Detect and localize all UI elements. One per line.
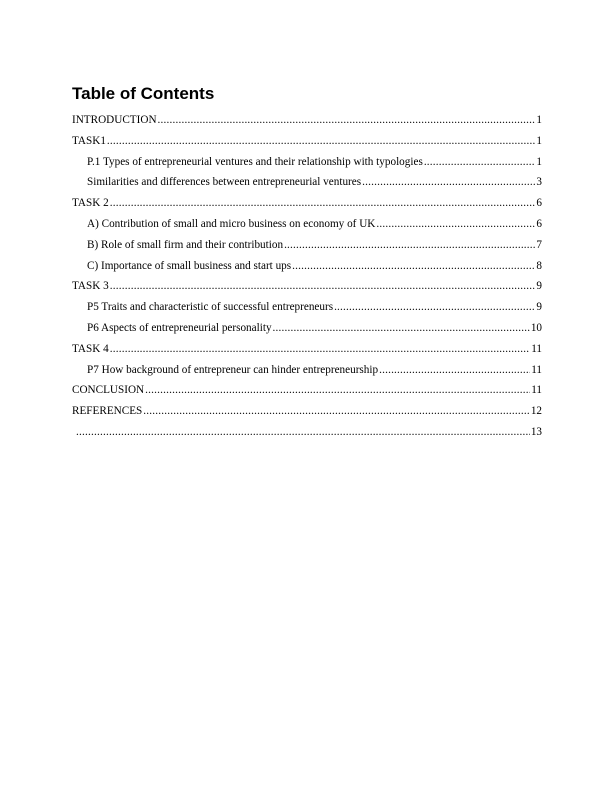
dot-leader — [158, 114, 536, 126]
toc-entry-role-small-firm[interactable] — [72, 239, 542, 260]
dot-leader — [362, 176, 535, 188]
toc-entry-text: TASK 3 — [72, 280, 109, 293]
toc-entry-p5-traits[interactable] — [72, 301, 542, 322]
dot-leader — [145, 384, 530, 396]
toc-entry-page: 8 — [536, 259, 542, 272]
toc-entry-page: 12 — [530, 405, 542, 418]
toc-entry-page: 1 — [536, 114, 542, 126]
toc-entry-text: REFERENCES — [72, 405, 143, 418]
toc-entry-task3[interactable] — [72, 280, 542, 301]
dot-leader — [110, 280, 536, 292]
toc-list — [72, 114, 542, 447]
toc-entry-p1-types[interactable] — [72, 156, 542, 177]
dot-leader — [424, 156, 536, 168]
dot-leader — [110, 197, 536, 209]
toc-entry-text: B) Role of small firm and their contribution — [87, 238, 284, 251]
toc-entry-page: 7 — [536, 238, 542, 251]
toc-entry-text: C) Importance of small business and start ups — [87, 259, 292, 272]
toc-entry-introduction[interactable] — [72, 114, 542, 135]
toc-entry-text: P.1 Types of entrepreneurial ventures and their relationship with typologies — [87, 155, 423, 168]
toc-entry-text: A) Contribution of small and micro business on economy of UK — [87, 217, 376, 230]
dot-leader — [379, 364, 530, 376]
dot-leader — [376, 218, 535, 230]
toc-entry-text: INTRODUCTION — [72, 114, 157, 126]
toc-entry-text: TASK 2 — [72, 197, 109, 210]
dot-leader — [110, 343, 531, 355]
toc-entry-text: TASK1 — [72, 134, 106, 147]
toc-title: Table of Contents — [72, 84, 215, 103]
toc-entry-page: 11 — [531, 363, 542, 376]
toc-entry-text: P7 How background of entrepreneur can hinder entrepreneurship — [87, 363, 379, 376]
toc-entry-contribution[interactable] — [72, 218, 542, 239]
toc-entry-text: Similarities and differences between entrepreneurial ventures — [87, 176, 362, 189]
dot-leader — [273, 322, 530, 334]
toc-entry-page: 11 — [531, 384, 542, 397]
toc-entry-page: 1 — [536, 155, 542, 168]
toc-entry-page: 11 — [531, 342, 542, 355]
dot-leader — [334, 301, 535, 313]
toc-entry-importance[interactable] — [72, 260, 542, 281]
toc-entry-page: 6 — [536, 197, 542, 210]
toc-entry-page: 1 — [536, 134, 542, 147]
dot-leader — [143, 405, 530, 417]
toc-entry-text: TASK 4 — [72, 342, 109, 355]
dot-leader — [76, 426, 530, 438]
toc-entry-page: 10 — [530, 321, 542, 334]
dot-leader — [292, 260, 535, 272]
dot-leader — [107, 135, 535, 147]
toc-entry-page: 6 — [536, 217, 542, 230]
toc-entry-p7-background[interactable] — [72, 364, 542, 385]
dot-leader — [284, 239, 535, 251]
toc-entry-untitled[interactable] — [72, 426, 542, 447]
toc-entry-similarities[interactable] — [72, 176, 542, 197]
toc-entry-task2[interactable] — [72, 197, 542, 218]
toc-entry-page: 9 — [536, 301, 542, 314]
toc-entry-task4[interactable] — [72, 343, 542, 364]
toc-entry-page: 9 — [536, 280, 542, 293]
toc-entry-references[interactable] — [72, 405, 542, 426]
toc-entry-text: P5 Traits and characteristic of successful entrepreneurs — [87, 301, 334, 314]
toc-entry-text: CONCLUSION — [72, 384, 145, 397]
toc-entry-p6-aspects[interactable] — [72, 322, 542, 343]
toc-entry-text: P6 Aspects of entrepreneurial personality — [87, 321, 272, 334]
toc-entry-task1[interactable] — [72, 135, 542, 156]
toc-entry-conclusion[interactable] — [72, 384, 542, 405]
toc-entry-page: 13 — [530, 425, 542, 438]
toc-entry-page: 3 — [536, 176, 542, 189]
